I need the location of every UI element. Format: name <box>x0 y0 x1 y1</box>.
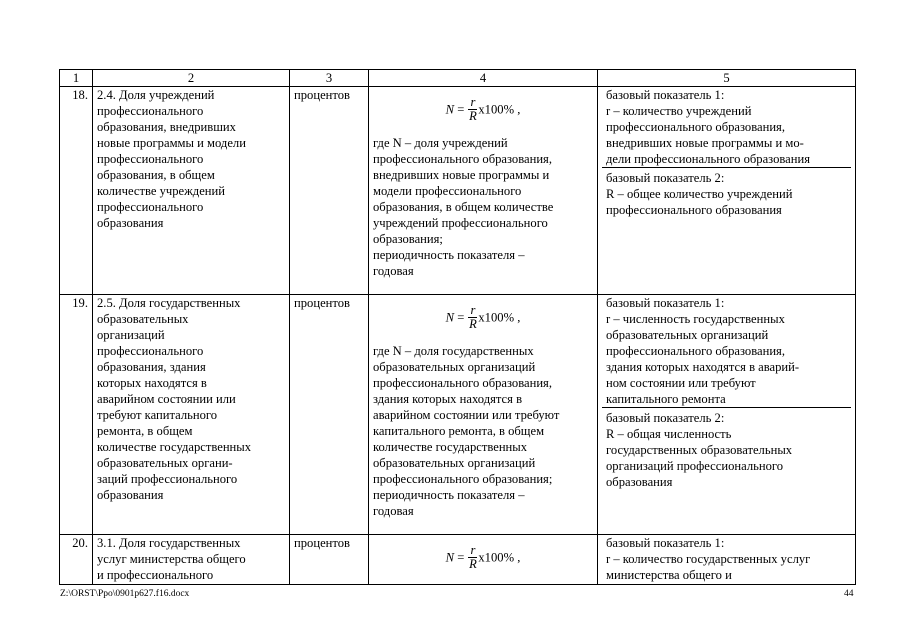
base-line: R – общее количество учреждений <box>606 187 793 201</box>
base-line: базовый показатель 1: <box>606 88 725 102</box>
unit-of-measure: процентов <box>290 87 369 295</box>
base-indicators <box>598 535 856 585</box>
base-line: r – количество государственных услуг <box>606 552 811 566</box>
name-line: профессионального <box>97 152 204 166</box>
formula-lhs: N <box>445 310 455 325</box>
base-indicators <box>598 295 856 535</box>
base-line: внедривших новые программы и мо- <box>606 136 804 150</box>
base-line: базовый показатель 1: <box>606 536 725 550</box>
base-indicator-2 <box>602 408 851 490</box>
method-line: капитального ремонта, в общем <box>373 424 545 438</box>
name-line: профессионального <box>97 200 204 214</box>
base-line: базовый показатель 1: <box>606 296 725 310</box>
base-line: профессионального образования, <box>606 344 785 358</box>
base-indicator-2 <box>602 168 851 218</box>
formula-denominator: R <box>469 317 477 331</box>
base-line: ном состоянии или требуют <box>606 376 756 390</box>
indicator-name <box>93 295 290 535</box>
name-line: новые программы и модели <box>97 136 246 150</box>
formula-equals: = <box>457 550 465 565</box>
table-row-19 <box>60 295 856 535</box>
formula-lhs: N <box>445 102 455 117</box>
name-line: количестве государственных <box>97 440 252 454</box>
method-description <box>373 135 593 279</box>
header-col-4: 4 <box>369 70 598 87</box>
row-number: 18. <box>60 87 93 295</box>
method-line: учреждений профессионального <box>373 216 548 230</box>
formula-equals: = <box>457 310 465 325</box>
name-line: заций профессионального <box>97 472 238 486</box>
formula-equals: = <box>457 102 465 117</box>
name-line: количестве учреждений <box>97 184 226 198</box>
base-line: профессионального образования, <box>606 120 785 134</box>
name-line: услуг министерства общего <box>97 552 246 566</box>
name-line: образовательных <box>97 312 189 326</box>
formula <box>373 295 593 343</box>
indicator-table <box>59 69 856 585</box>
base-line: r – численность государственных <box>606 312 785 326</box>
formula-numerator: r <box>470 95 476 109</box>
method-line: где N – доля учреждений <box>373 136 508 150</box>
base-line: профессионального образования <box>606 203 782 217</box>
base-line: образовательных организаций <box>606 328 769 342</box>
name-line: образования, внедривших <box>97 120 236 134</box>
base-line: базовый показатель 2: <box>606 171 725 185</box>
header-col-3: 3 <box>290 70 369 87</box>
formula-suffix: x100% , <box>478 550 521 565</box>
name-line: образования <box>97 216 164 230</box>
name-line: которых находятся в <box>97 376 207 390</box>
base-line: базовый показатель 2: <box>606 411 725 425</box>
base-line: организаций профессионального <box>606 459 784 473</box>
base-indicator-1 <box>602 535 851 583</box>
formula-suffix: x100% , <box>478 102 521 117</box>
base-line: образования <box>606 475 673 489</box>
formula <box>373 87 593 135</box>
formula-suffix: x100% , <box>478 310 521 325</box>
name-line: 2.4. Доля учреждений <box>97 88 215 102</box>
base-indicators <box>598 87 856 295</box>
calculation-method <box>369 87 598 295</box>
method-line: периодичность показателя – <box>373 248 525 262</box>
table-row-18 <box>60 87 856 295</box>
method-line: аварийном состоянии или требуют <box>373 408 560 422</box>
name-line: 2.5. Доля государственных <box>97 296 241 310</box>
header-col-5: 5 <box>598 70 856 87</box>
method-line: образовательных организаций <box>373 456 536 470</box>
formula-numerator: r <box>470 303 476 317</box>
header-row <box>60 70 856 87</box>
table-row-20 <box>60 535 856 585</box>
method-line: здания которых находятся в <box>373 392 523 406</box>
formula-denominator: R <box>469 557 477 571</box>
method-line: модели профессионального <box>373 184 522 198</box>
header-col-1: 1 <box>60 70 93 87</box>
method-line: периодичность показателя – <box>373 488 525 502</box>
row-number: 20. <box>60 535 93 585</box>
name-line: организаций <box>97 328 165 342</box>
formula-fraction <box>468 544 477 571</box>
name-line: аварийном состоянии или <box>97 392 236 406</box>
method-line: годовая <box>373 264 414 278</box>
page-number: 44 <box>844 589 854 599</box>
base-line: дели профессионального образования <box>606 152 811 166</box>
header-col-2: 2 <box>93 70 290 87</box>
name-line: 3.1. Доля государственных <box>97 536 241 550</box>
method-line: количестве государственных <box>373 440 528 454</box>
base-line: государственных образовательных <box>606 443 793 457</box>
base-line: капитального ремонта <box>606 392 726 406</box>
base-indicator-1 <box>602 295 851 408</box>
footer-file-path: Z:\ORST\Ppo\0901p627.f16.docx <box>60 589 190 599</box>
name-line: требуют капитального <box>97 408 218 422</box>
indicator-name <box>93 535 290 585</box>
base-line: r – количество учреждений <box>606 104 752 118</box>
method-line: где N – доля государственных <box>373 344 534 358</box>
indicator-name <box>93 87 290 295</box>
name-line: образования, здания <box>97 360 206 374</box>
formula-fraction <box>468 96 477 123</box>
name-line: образования <box>97 488 164 502</box>
base-line: R – общая численность <box>606 427 732 441</box>
method-line: профессионального образования, <box>373 152 552 166</box>
name-line: образовательных органи- <box>97 456 233 470</box>
calculation-method <box>369 295 598 535</box>
name-line: образования, в общем <box>97 168 215 182</box>
name-line: и профессионального <box>97 568 214 582</box>
formula-fraction <box>468 304 477 331</box>
unit-of-measure: процентов <box>290 535 369 585</box>
unit-of-measure: процентов <box>290 295 369 535</box>
name-line: ремонта, в общем <box>97 424 193 438</box>
formula-numerator: r <box>470 543 476 557</box>
calculation-method <box>369 535 598 585</box>
base-indicator-1 <box>602 87 851 168</box>
method-line: профессионального образования, <box>373 376 552 390</box>
formula <box>373 535 593 581</box>
method-description <box>373 343 593 519</box>
formula-lhs: N <box>445 550 455 565</box>
row-number: 19. <box>60 295 93 535</box>
name-line: профессионального <box>97 344 204 358</box>
base-line: министерства общего и <box>606 568 732 582</box>
method-line: образовательных организаций <box>373 360 536 374</box>
method-line: профессионального образования; <box>373 472 553 486</box>
method-line: образования, в общем количестве <box>373 200 554 214</box>
indicator-name-text <box>97 87 285 231</box>
formula-denominator: R <box>469 109 477 123</box>
base-line: здания которых находятся в аварий- <box>606 360 800 374</box>
method-line: внедривших новые программы и <box>373 168 550 182</box>
method-line: образования; <box>373 232 443 246</box>
method-line: годовая <box>373 504 414 518</box>
name-line: профессионального <box>97 104 204 118</box>
